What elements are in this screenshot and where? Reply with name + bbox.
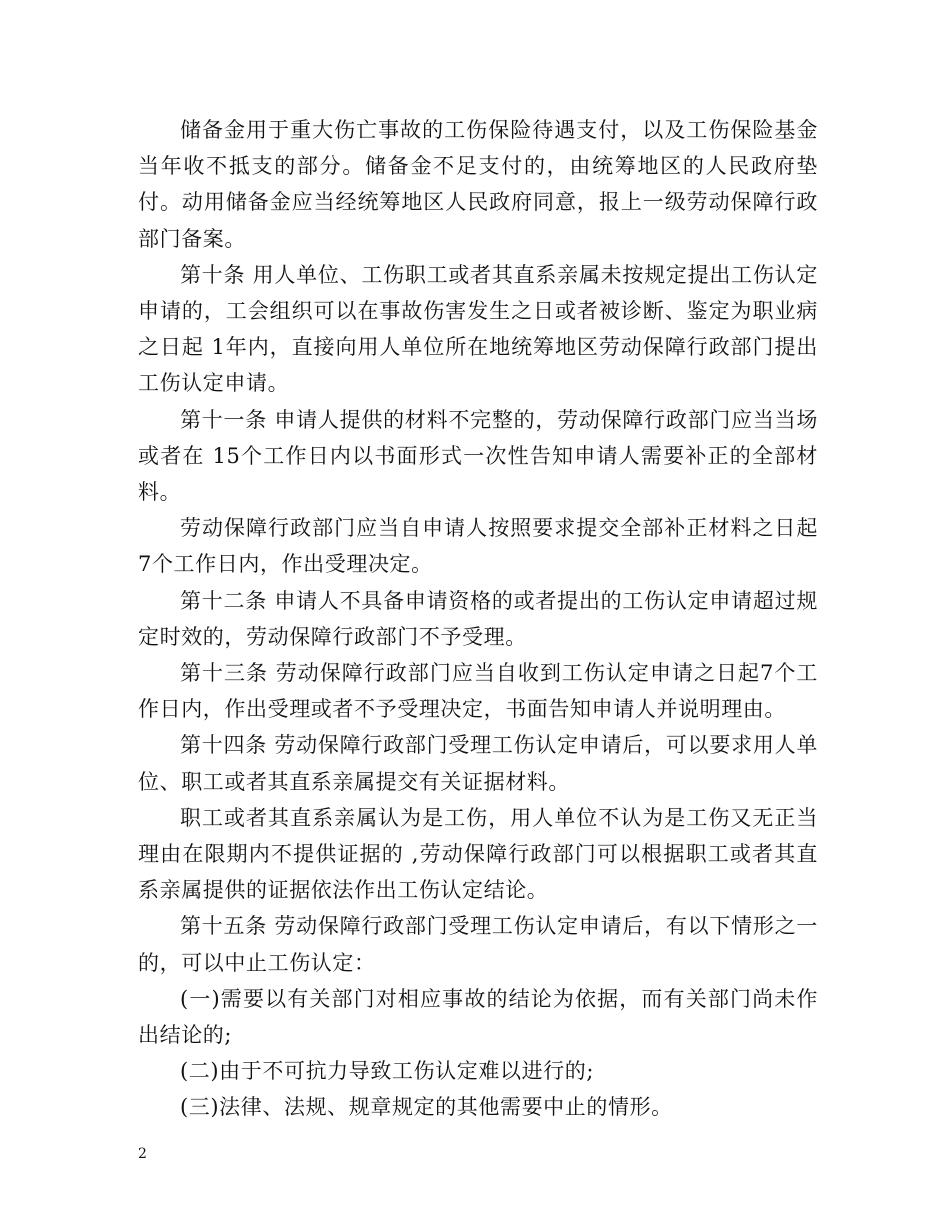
paragraph: 第十三条 劳动保障行政部门应当自收到工伤认定申请之日起7个工作日内，作出受理或者不予受理决定，书面告知申请人并说明理由。 [138,661,818,722]
paragraph: 第十四条 劳动保障行政部门受理工伤认定申请后，可以要求用人单位、职工或者其直系亲属提交有关证据材料。 [138,733,818,794]
paragraph: (三)法律、法规、规章规定的其他需要中止的情形。 [180,1095,673,1120]
paragraph: 第十一条 申请人提供的材料不完整的，劳动保障行政部门应当当场或者在 15个工作日内以书面形式一次性告知申请人需要补正的全部材料。 [138,407,818,505]
paragraph: 第十五条 劳动保障行政部门受理工伤认定申请后，有以下情形之一的，可以中止工伤认定： [138,914,818,975]
paragraph: (一)需要以有关部门对相应事故的结论为依据，而有关部门尚未作出结论的; [138,986,818,1048]
paragraph: 第十二条 申请人不具备申请资格的或者提出的工伤认定申请超过规定时效的，劳动保障行政部门不予受理。 [138,588,818,649]
paragraph: 劳动保障行政部门应当自申请人按照要求提交全部补正材料之日起7个工作日内，作出受理决定。 [138,516,818,577]
paragraph: 职工或者其直系亲属认为是工伤，用人单位不认为是工伤又无正当理由在限期内不提供证据的 ,劳动保障行政部门可以根据职工或者其直系亲属提供的证据依法作出工伤认定结论。 [138,805,818,903]
document-body [138,112,818,1126]
paragraph: 第十条 用人单位、工伤职工或者其直系亲属未按规定提出工伤认定申请的，工会组织可以在事故伤害发生之日或者被诊断、鉴定为职业病之日起 1年内，直接向用人单位所在地统筹地区劳动保障行政部门提出工伤认定申请。 [138,262,818,396]
paragraph: 储备金用于重大伤亡事故的工伤保险待遇支付，以及工伤保险基金当年收不抵支的部分。储备金不足支付的，由统筹地区的人民政府垫付。动用储备金应当经统筹地区人民政府同意，报上一级劳动保障行政部门备案。 [138,118,818,251]
page-number: 2 [138,1146,147,1162]
paragraph: (二)由于不可抗力导致工伤认定难以进行的; [180,1059,595,1084]
